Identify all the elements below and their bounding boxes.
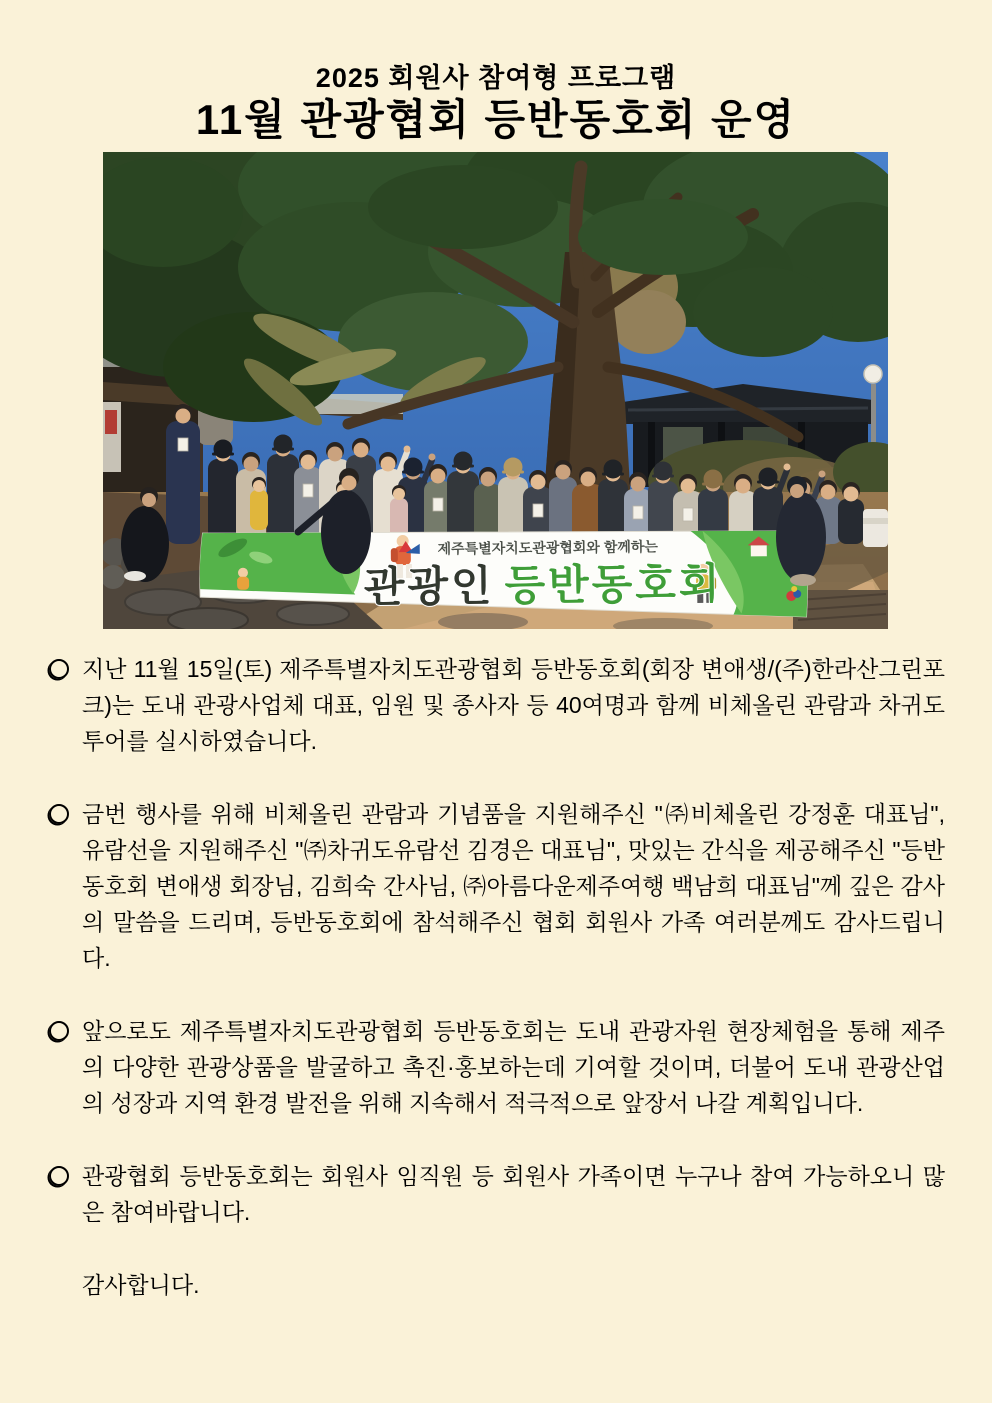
closing-remark: 감사합니다. bbox=[82, 1272, 200, 1298]
paragraph-3-text: 앞으로도 제주특별자치도관광협회 등반동호회는 도내 관광자원 현장체험을 통해 제주의 다양한 관광상품을 발굴하고 촉진·홍보하는데 기여할 것이며, 더불어 도내 관광산업의 성장과 지역 환경 발전을 위해 지속해서 적극적으로 앞장서 나갈 계획입니다. bbox=[82, 1018, 945, 1116]
paragraph-1 bbox=[48, 651, 945, 759]
page-title: 11월 관광협회 등반동호회 운영 bbox=[195, 96, 797, 143]
bullet-icon bbox=[49, 804, 69, 824]
document-subtitle: 2025 회원사 참여형 프로그램 bbox=[315, 63, 677, 93]
bullet-icon bbox=[49, 1166, 69, 1186]
event-photo bbox=[103, 152, 888, 629]
paragraph-2-text: 금번 행사를 위해 비체올린 관람과 기념품을 지원해주신 "㈜비체올린 강정훈 대표님", 유람선을 지원해주신 "㈜차귀도유람선 김경은 대표님", 맛있는 간식을 제공해주신 "등반동호회 변애생 회장님, 김희숙 간사님, ㈜아름다운제주여행 백남희 대표님"께 깊은 감사의 말씀을 드리며, 등반동호회에 참석해주신 협회 회원사 가족 여러분께도 감사드립니다. bbox=[82, 801, 945, 971]
paragraph-4 bbox=[48, 1158, 945, 1230]
paragraph-3 bbox=[48, 1013, 945, 1121]
document-body bbox=[48, 651, 945, 1303]
bullet-icon bbox=[49, 659, 69, 679]
paragraph-2 bbox=[48, 796, 945, 976]
paragraph-4-text: 관광협회 등반동호회는 회원사 임직원 등 회원사 가족이면 누구나 참여 가능하오니 많은 참여바랍니다. bbox=[82, 1163, 945, 1225]
bullet-icon bbox=[49, 1021, 69, 1041]
paragraph-1-text: 지난 11월 15일(토) 제주특별자치도관광협회 등반동호회(회장 변애생/(주)한라산그린포크)는 도내 관광사업체 대표, 임원 및 종사자 등 40여명과 함께 비체올린 관람과 차귀도 투어를 실시하였습니다. bbox=[82, 656, 945, 754]
banner-child-illustration bbox=[237, 568, 249, 590]
banner-title: 관광인 등반동호회 bbox=[363, 559, 723, 611]
banner-tagline: 제주특별자치도관광협회와 함께하는 bbox=[437, 538, 658, 557]
photo-bucket bbox=[863, 509, 888, 547]
document-header bbox=[0, 62, 992, 144]
